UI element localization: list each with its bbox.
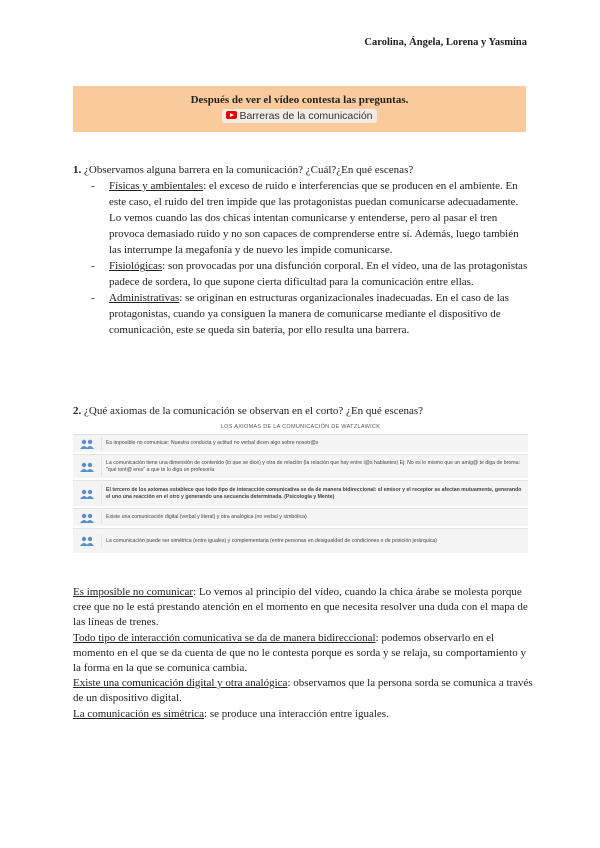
people-icon [73,462,101,472]
axiom-term: La comunicación es simétrica [73,707,205,720]
barrier-text: : el exceso de ruido e interferencias que se producen en el ambiente. En este caso, el ruido del tren impide que las protagonistas puedan comunicarse adecuadamente. Lo vemos cuando las dos chicas intentan comunicarse y entenderse, pero al pasar el tren provoca demasiado ruido y no son capaces de comprenderse entre sí. Además, luego también las interrumpe la megafonía y de nuevo les impide comunicarse. [109,180,519,256]
answer-text: : Lo vemos al principio del vídeo, cuando la chica árabe se molesta porque cree que no le está prestando atención en el momento en que necesita resolver una duda con el mapa de las líneas de trenes. [73,586,528,629]
barrier-term: Administrativas [109,292,180,304]
banner-title: Después de ver el vídeo contesta las preguntas. [190,94,409,106]
authors: Carolina, Ángela, Lorena y Yasmina [364,37,527,48]
list-item [73,290,533,338]
axiom-term: Es imposible no comunicar [73,586,194,598]
list-item [73,178,533,258]
axioms-heading: LOS AXIOMAS DE LA COMUNICACIÓN DE WATZLAWICK [220,424,381,430]
answer-paragraph [73,631,533,677]
axiom-text: La comunicación tiene una dimensión de contenido (lo que se dice) y otra de relación (la relación que hay entre l@s hablantes) Ej: No es lo mismo que un amig@ te diga de broma: "qué tont@ eres" a que te lo diga un profesor/a [101,457,528,477]
list-item [73,258,533,290]
axiom-text: Es imposible no comunicar: Nuestra conducta y actitud no verbal dicen algo sobre nosotr@s [101,437,528,450]
people-icon [73,439,101,449]
people-icon [73,536,101,546]
answer-text: : podemos observarlo en el momento en el que se da cuenta de que no le contesta porque es sorda y se relaja, su comportamiento y la forma en la que se comunica cambia. [73,631,526,675]
barrier-text: : son provocadas por una disfunción corporal. En el vídeo, una de las protagonistas padece de sordera, lo que supone cierta dificultad para la comunicación entre ellas. [109,260,528,288]
axiom-text: Existe una comunicación digital (verbal y literal) y otra analógica (no verbal y simbólica) [101,511,528,524]
barrier-term: Físicas y ambientales [109,180,204,192]
video-link-chip[interactable] [222,109,376,123]
video-link-label[interactable]: Barreras de la comunicación [239,110,373,122]
answer-text: : observamos que la persona sorda se comunica a través de un dispositivo digital. [73,677,533,705]
axiom-row [73,454,528,478]
axioms-table [73,424,528,564]
axiom-text: La comunicación puede ser simétrica (entre iguales) y complementaria (entre personas en desigualdad de condiciones o de posición jerárquica) [101,535,528,548]
people-icon [73,489,101,499]
axiom-term: Todo tipo de interacción comunicativa se da de manera bidireccional [73,631,376,644]
people-icon [73,513,101,523]
axiom-row [73,528,528,553]
question-1-title [73,163,533,178]
axiom-row [73,508,528,526]
barrier-list [73,178,533,338]
question-2-number: 2. [73,405,82,417]
barrier-term: Fisiológicas [109,260,163,272]
instructions-banner [73,86,526,132]
answer-paragraph [73,585,533,631]
answer-paragraph [73,707,533,722]
question-2 [73,404,533,419]
axiom-term: Existe una comunicación digital y otra analógica [73,677,288,690]
question-1-number: 1. [73,164,82,176]
axiom-row [73,480,528,506]
answer-text: : se produce una interacción entre iguales. [204,707,389,720]
question-2-text: ¿Qué axiomas de la comunicación se observan en el corto? ¿En qué escenas? [84,405,424,417]
youtube-icon [226,111,237,119]
answers [73,585,533,722]
answer-paragraph [73,676,533,706]
axiom-row [73,434,528,452]
axiom-text: El tercero de los axiomas establece que todo tipo de interacción comunicativa se da de manera bidireccional: el emisor y el receptor se afectan mutuamente, generando el uno una reacción en el otro y generando una secuencia determinada. (Psicología y Mente) [101,484,528,504]
question-1 [73,163,533,338]
barrier-text: : se originan en estructuras organizacionales inadecuadas. En el caso de las protagonistas, cuando ya consiguen la manera de comunicarse mediante el dispositivo de comunicación, este se queda sin batería, por ello resulta una barrera. [109,292,509,336]
question-1-text: ¿Observamos alguna barrera en la comunicación? ¿Cuál?¿En qué escenas? [84,164,414,176]
